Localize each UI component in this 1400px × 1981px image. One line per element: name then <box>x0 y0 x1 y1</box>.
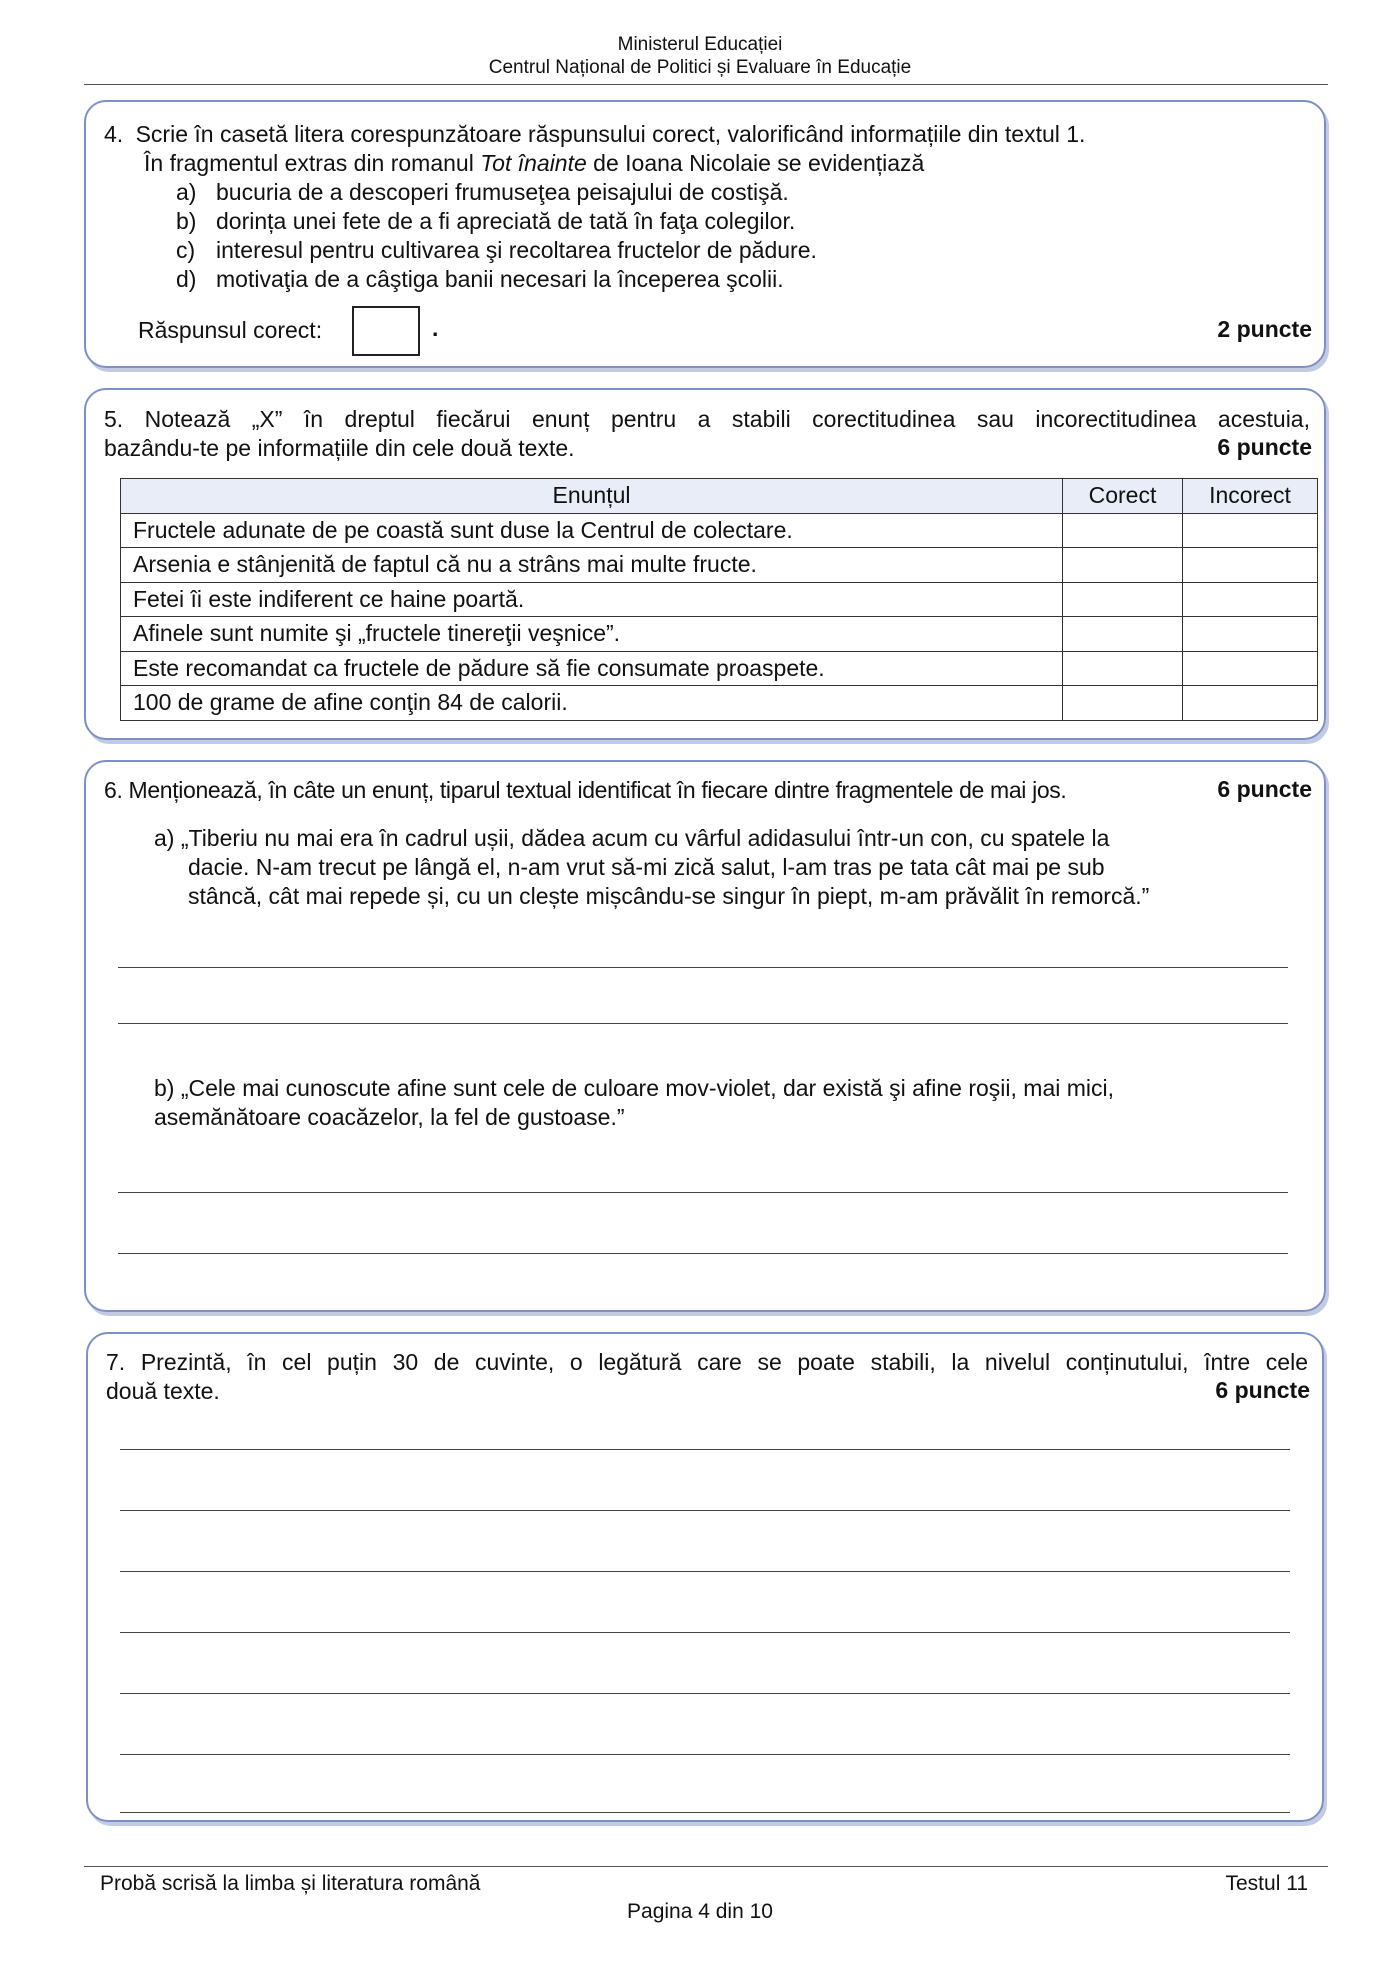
q4-answer-label: Răspunsul corect: <box>138 317 323 343</box>
table-row <box>121 686 1318 721</box>
q6-a-line1: a) „Tiberiu nu mai era în cadrul ușii, dădea acum cu vârful adidasului într-un con, cu spatele la <box>154 825 1110 851</box>
q4-stem-title: Tot înainte <box>480 150 587 176</box>
incorrect-cell[interactable] <box>1183 548 1318 583</box>
answer-line[interactable] <box>120 1632 1290 1633</box>
q5-instruction-line2: bazându-te pe informațiile din cele două texte. <box>104 435 575 461</box>
q6-b-line1: b) „Cele mai cunoscute afine sunt cele de culoare mov-violet, dar există şi afine roşii, mai mici, <box>154 1075 1115 1101</box>
q4-answer-input-box[interactable] <box>352 306 420 356</box>
ministry-name: Ministerul Educației <box>617 34 783 55</box>
answer-line[interactable] <box>118 1192 1288 1193</box>
option-text: interesul pentru cultivarea şi recoltarea fructelor de pădure. <box>216 237 817 263</box>
statement-cell: 100 de grame de afine conţin 84 de calorii. <box>121 686 1063 721</box>
incorrect-cell[interactable] <box>1183 651 1318 686</box>
answer-line[interactable] <box>120 1449 1290 1450</box>
question-5-box <box>84 388 1326 740</box>
correct-cell[interactable] <box>1063 548 1183 583</box>
question-4-box <box>84 100 1326 368</box>
table-row <box>121 582 1318 617</box>
q6-points: 6 puncte <box>1217 776 1312 802</box>
incorrect-cell[interactable] <box>1183 617 1318 652</box>
answer-line[interactable] <box>120 1571 1290 1572</box>
q4-instruction-line <box>104 120 1310 149</box>
q5-table <box>120 478 1318 721</box>
correct-cell[interactable] <box>1063 651 1183 686</box>
q7-instruction-line1: 7. Prezintă, în cel puțin 30 de cuvinte, o legătură care se poate stabili, la nivelul conținutului, între cele <box>106 1349 1308 1375</box>
statement-cell: Afinele sunt numite şi „fructele tinereţii veşnice”. <box>121 617 1063 652</box>
q4-instruction: Scrie în casetă litera corespunzătoare răspunsului corect, valorificând informațiile din textul 1. <box>135 121 1086 147</box>
option-letter: c) <box>176 237 196 263</box>
q4-number: 4. <box>104 121 124 147</box>
option-text: motivaţia de a câştiga banii necesari la începerea şcolii. <box>216 266 784 292</box>
column-header-correct: Corect <box>1063 479 1183 514</box>
q4-stem-before: În fragmentul extras din romanul <box>144 150 481 176</box>
answer-line[interactable] <box>120 1754 1290 1755</box>
q6-a-line2: dacie. N-am trecut pe lângă el, n-am vrut să-mi zică salut, l-am tras pe tata cât mai pe sub <box>188 854 1105 880</box>
q5-points: 6 puncte <box>1217 434 1312 460</box>
statement-cell: Fructele adunate de pe coastă sunt duse la Centrul de colectare. <box>121 513 1063 548</box>
header-divider <box>84 84 1328 85</box>
answer-line[interactable] <box>118 1253 1288 1254</box>
q4-option-c[interactable] <box>176 236 817 265</box>
option-letter: b) <box>176 208 197 234</box>
q5-instruction-line1: 5. Notează „X” în dreptul fiecărui enunț pentru a stabili corectitudinea sau incorectitudinea acestuia, <box>104 406 1310 432</box>
answer-line[interactable] <box>120 1693 1290 1694</box>
statement-cell: Arsenia e stânjenită de faptul că nu a strâns mai multe fructe. <box>121 548 1063 583</box>
q6-a-line3: stâncă, cât mai repede și, cu un clește mișcându-se singur în piept, m-am prăvălit în remorcă.” <box>188 883 1150 909</box>
footer-exam-name: Probă scrisă la limba și literatura română <box>100 1872 481 1895</box>
correct-cell[interactable] <box>1063 617 1183 652</box>
incorrect-cell[interactable] <box>1183 513 1318 548</box>
option-text: dorința unei fete de a fi apreciată de tată în faţa colegilor. <box>216 208 796 234</box>
answer-line[interactable] <box>120 1510 1290 1511</box>
q6-instruction: 6. Menționează, în câte un enunț, tiparul textual identificat în fiecare dintre fragmentele de mai jos. <box>104 777 1067 803</box>
footer-divider <box>84 1866 1328 1867</box>
q4-option-d[interactable] <box>176 265 784 294</box>
statement-cell: Fetei îi este indiferent ce haine poartă. <box>121 582 1063 617</box>
option-letter: d) <box>176 266 197 292</box>
table-header-row <box>121 479 1318 514</box>
table-row <box>121 513 1318 548</box>
page-number: Pagina 4 din 10 <box>627 1900 773 1923</box>
table-row <box>121 548 1318 583</box>
q7-instruction-line2: două texte. <box>106 1378 220 1404</box>
footer-test-number: Testul 11 <box>1225 1872 1308 1895</box>
q7-points: 6 puncte <box>1215 1377 1310 1403</box>
option-letter: a) <box>176 179 197 205</box>
q4-option-a[interactable] <box>176 178 789 207</box>
column-header-incorrect: Incorect <box>1183 479 1318 514</box>
q4-option-b[interactable] <box>176 207 795 236</box>
statement-cell: Este recomandat ca fructele de pădure să fie consumate proaspete. <box>121 651 1063 686</box>
correct-cell[interactable] <box>1063 582 1183 617</box>
correct-cell[interactable] <box>1063 513 1183 548</box>
table-row <box>121 617 1318 652</box>
column-header-statement: Enunțul <box>121 479 1063 514</box>
q4-stem <box>144 149 1310 178</box>
incorrect-cell[interactable] <box>1183 582 1318 617</box>
q4-answer-dot: . <box>432 315 439 341</box>
answer-line[interactable] <box>120 1812 1290 1813</box>
incorrect-cell[interactable] <box>1183 686 1318 721</box>
center-name: Centrul Național de Politici și Evaluare în Educație <box>488 57 912 78</box>
correct-cell[interactable] <box>1063 686 1183 721</box>
answer-line[interactable] <box>118 967 1288 968</box>
q4-points: 2 puncte <box>1217 316 1312 342</box>
q4-stem-after: de Ioana Nicolaie se evidențiază <box>586 150 925 176</box>
question-6-box <box>84 760 1326 1312</box>
table-row <box>121 651 1318 686</box>
option-text: bucuria de a descoperi frumuseţea peisajului de costişă. <box>216 179 789 205</box>
q6-b-line2: asemănătoare coacăzelor, la fel de gustoase.” <box>154 1104 625 1130</box>
answer-line[interactable] <box>118 1023 1288 1024</box>
question-7-box <box>86 1332 1324 1822</box>
